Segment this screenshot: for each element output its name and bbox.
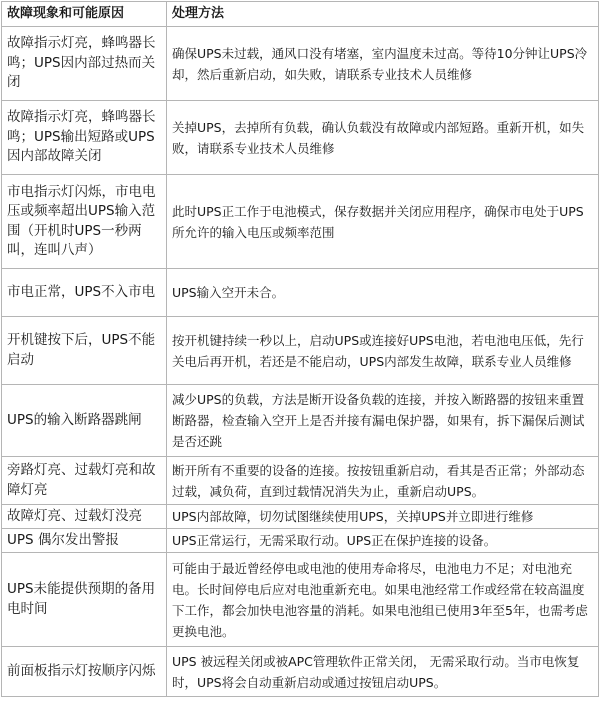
symptom-cell: 故障灯亮、过载灯没亮 bbox=[2, 505, 167, 529]
solution-cell: 按开机键持续一秒以上，启动UPS或连接好UPS电池，若电池电压低，先行关电后再开机，若还是不能启动，UPS内部发生故障，联系专业人员维修 bbox=[167, 317, 599, 385]
table-row bbox=[2, 27, 599, 101]
symptom-cell: 开机键按下后，UPS不能启动 bbox=[2, 317, 167, 385]
solution-cell: 确保UPS未过载，通风口没有堵塞，室内温度未过高。等待10分钟让UPS冷却，然后重新启动，如失败，请联系专业技术人员维修 bbox=[167, 27, 599, 101]
solution-cell: 断开所有不重要的设备的连接。按按钮重新启动，看其是否正常；外部动态过载，减负荷，直到过载情况消失为止，重新启动UPS。 bbox=[167, 457, 599, 505]
header-symptom: 故障现象和可能原因 bbox=[2, 2, 167, 27]
table-row bbox=[2, 269, 599, 317]
symptom-cell: UPS的输入断路器跳闸 bbox=[2, 385, 167, 457]
troubleshooting-table bbox=[1, 1, 599, 697]
solution-cell: UPS正常运行，无需采取行动。UPS正在保护连接的设备。 bbox=[167, 529, 599, 553]
table-row bbox=[2, 317, 599, 385]
solution-cell: UPS内部故障，切勿试图继续使用UPS，关掉UPS并立即进行维修 bbox=[167, 505, 599, 529]
symptom-cell: UPS未能提供预期的备用电时间 bbox=[2, 553, 167, 647]
symptom-cell: UPS 偶尔发出警报 bbox=[2, 529, 167, 553]
table-row bbox=[2, 553, 599, 647]
table-row bbox=[2, 385, 599, 457]
symptom-cell: 旁路灯亮、过载灯亮和故障灯亮 bbox=[2, 457, 167, 505]
table-row bbox=[2, 505, 599, 529]
solution-cell: UPS输入空开未合。 bbox=[167, 269, 599, 317]
header-solution: 处理方法 bbox=[167, 2, 599, 27]
solution-cell: UPS 被远程关闭或被APC管理软件正常关闭， 无需采取行动。当市电恢复时，UPS将会自动重新启动或通过按钮启动UPS。 bbox=[167, 647, 599, 697]
header-row bbox=[2, 2, 599, 27]
table-row bbox=[2, 529, 599, 553]
table-row bbox=[2, 101, 599, 175]
solution-cell: 减少UPS的负载，方法是断开设备负载的连接，并按入断路器的按钮来重置断路器，检查输入空开上是否并接有漏电保护器，如果有，拆下漏保后测试是否还跳 bbox=[167, 385, 599, 457]
symptom-cell: 市电正常，UPS不入市电 bbox=[2, 269, 167, 317]
solution-cell: 此时UPS正工作于电池模式，保存数据并关闭应用程序，确保市电处于UPS所允许的输入电压或频率范围 bbox=[167, 175, 599, 269]
table-row bbox=[2, 175, 599, 269]
solution-cell: 关掉UPS，去掉所有负载，确认负载没有故障或内部短路。重新开机，如失败，请联系专业技术人员维修 bbox=[167, 101, 599, 175]
symptom-cell: 前面板指示灯按顺序闪烁 bbox=[2, 647, 167, 697]
symptom-cell: 故障指示灯亮，蜂鸣器长鸣；UPS输出短路或UPS因内部故障关闭 bbox=[2, 101, 167, 175]
table-row bbox=[2, 647, 599, 697]
symptom-cell: 故障指示灯亮，蜂鸣器长鸣；UPS因内部过热而关闭 bbox=[2, 27, 167, 101]
symptom-cell: 市电指示灯闪烁，市电电压或频率超出UPS输入范围（开机时UPS一秒两叫，连叫八声） bbox=[2, 175, 167, 269]
table-row bbox=[2, 457, 599, 505]
solution-cell: 可能由于最近曾经停电或电池的使用寿命将尽，电池电力不足；对电池充电。长时间停电后应对电池重新充电。如果电池经常工作或经常在较高温度下工作，都会加快电池容量的消耗。如果电池组已使用3年至5年，也需考虑更换电池。 bbox=[167, 553, 599, 647]
